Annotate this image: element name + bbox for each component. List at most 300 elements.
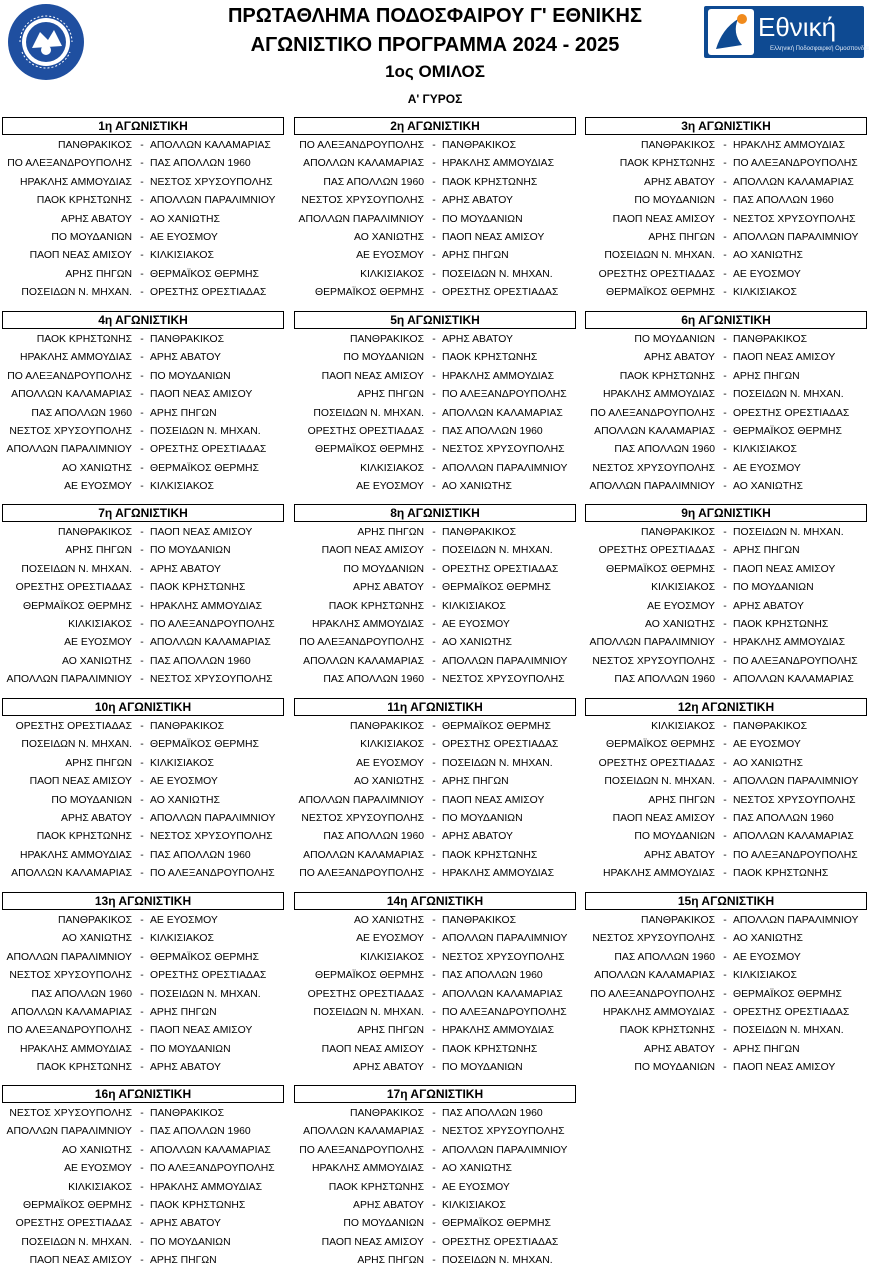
match-separator: -	[140, 370, 144, 382]
match-separator: -	[140, 600, 144, 612]
away-team: ΠΑΣ ΑΠΟΛΛΩΝ 1960	[150, 849, 251, 861]
match-separator: -	[432, 831, 436, 843]
home-team: ΠΑΟΚ ΚΡΗΣΤΩΝΗΣ	[36, 334, 132, 345]
match-row	[0, 1197, 290, 1215]
match-row	[0, 1059, 290, 1077]
match-separator: -	[140, 970, 144, 982]
match-row	[583, 284, 870, 302]
home-team: ΠΑΟΠ ΝΕΑΣ ΑΜΙΣΟΥ	[29, 776, 132, 788]
match-separator: -	[432, 849, 436, 861]
match-separator: -	[723, 813, 727, 824]
match-separator: -	[432, 1218, 436, 1230]
home-team: ΠΑΝΘΡΑΚΙΚΟΣ	[57, 527, 132, 538]
home-team: ΑΠΟΛΛΩΝ ΠΑΡΑΛΙΜΝΙΟΥ	[6, 674, 132, 686]
match-row	[0, 386, 290, 404]
match-row	[0, 616, 290, 634]
match-separator: -	[140, 407, 144, 419]
away-team: ΑΠΟΛΛΩΝ ΠΑΡΑΛΙΜΝΙΟΥ	[733, 915, 859, 926]
match-separator: -	[432, 563, 436, 575]
match-row	[292, 460, 582, 478]
away-team: ΝΕΣΤΟΣ ΧΡΥΣΟΥΠΟΛΗΣ	[733, 213, 856, 225]
away-team: ΠΟΣΕΙΔΩΝ Ν. ΜΗΧΑΝ.	[733, 389, 844, 401]
away-team: ΑΟ ΧΑΝΙΩΤΗΣ	[150, 213, 220, 225]
match-row	[292, 405, 582, 423]
round-block	[292, 1085, 582, 1267]
match-row	[583, 579, 870, 597]
match-row	[292, 579, 582, 597]
match-separator: -	[723, 389, 727, 401]
match-row	[583, 634, 870, 652]
match-row	[583, 524, 870, 542]
match-separator: -	[140, 140, 144, 151]
match-separator: -	[140, 637, 144, 649]
away-team: ΠΟΣΕΙΔΩΝ Ν. ΜΗΧΑΝ.	[442, 1255, 553, 1267]
match-separator: -	[432, 721, 436, 732]
match-separator: -	[140, 426, 144, 437]
match-row	[583, 810, 870, 828]
home-team: ΟΡΕΣΤΗΣ ΟΡΕΣΤΙΑΔΑΣ	[598, 545, 715, 557]
away-team: ΟΡΕΣΤΗΣ ΟΡΕΣΤΙΑΔΑΣ	[733, 407, 850, 419]
home-team: ΠΟ ΜΟΥΔΑΝΙΩΝ	[51, 794, 132, 806]
match-separator: -	[723, 250, 727, 262]
home-team: ΠΟ ΑΛΕΞΑΝΔΡΟΥΠΟΛΗΣ	[590, 407, 715, 419]
match-row	[0, 847, 290, 865]
match-row	[583, 865, 870, 883]
match-row	[292, 1123, 582, 1141]
match-separator: -	[140, 619, 144, 630]
round-block	[0, 892, 290, 1074]
away-team: ΘΕΡΜΑΪΚΟΣ ΘΕΡΜΗΣ	[150, 951, 259, 963]
home-team: ΗΡΑΚΛΗΣ ΑΜΜΟΥΔΙΑΣ	[602, 1007, 715, 1018]
match-separator: -	[140, 1062, 144, 1074]
match-row	[0, 810, 290, 828]
home-team: ΑΡΗΣ ΠΗΓΩΝ	[357, 527, 424, 538]
match-separator: -	[723, 831, 727, 843]
match-row	[292, 736, 582, 754]
home-team: ΠΑΟΠ ΝΕΑΣ ΑΜΙΣΟΥ	[321, 545, 424, 557]
home-team: ΠΑΝΘΡΑΚΙΚΟΣ	[640, 140, 715, 151]
match-row	[0, 229, 290, 247]
match-row	[0, 460, 290, 478]
round-title: 17η ΑΓΩΝΙΣΤΙΚΗ	[294, 1085, 576, 1103]
match-row	[583, 561, 870, 579]
away-team: ΠΟ ΜΟΥΔΑΝΙΩΝ	[150, 370, 231, 382]
away-team: ΑΡΗΣ ΠΗΓΩΝ	[733, 545, 800, 557]
away-team: ΠΟ ΑΛΕΞΑΝΔΡΟΥΠΟΛΗΣ	[733, 655, 858, 667]
home-team: ΑΡΗΣ ΑΒΑΤΟΥ	[644, 849, 715, 861]
away-team: ΠΟ ΑΛΕΞΑΝΔΡΟΥΠΟΛΗΣ	[150, 1163, 275, 1175]
home-team: ΗΡΑΚΛΗΣ ΑΜΜΟΥΔΙΑΣ	[19, 849, 132, 861]
round-title: 6η ΑΓΩΝΙΣΤΙΚΗ	[585, 311, 867, 329]
home-team: ΑΠΟΛΛΩΝ ΠΑΡΑΛΙΜΝΙΟΥ	[6, 444, 132, 456]
match-row	[0, 912, 290, 930]
match-row	[583, 792, 870, 810]
round-title: 11η ΑΓΩΝΙΣΤΙΚΗ	[294, 698, 576, 716]
away-team: ΟΡΕΣΤΗΣ ΟΡΕΣΤΙΑΔΑΣ	[733, 1007, 850, 1018]
match-separator: -	[140, 352, 144, 364]
match-row	[583, 441, 870, 459]
away-team: ΠΟ ΜΟΥΔΑΝΙΩΝ	[150, 545, 231, 557]
home-team: ΠΟ ΑΛΕΞΑΝΔΡΟΥΠΟΛΗΣ	[7, 1025, 132, 1037]
home-team: ΠΟ ΜΟΥΔΑΝΙΩΝ	[634, 831, 715, 843]
match-row	[583, 155, 870, 173]
match-row	[292, 755, 582, 773]
away-team: ΠΑΟΚ ΚΡΗΣΤΩΝΗΣ	[442, 352, 538, 364]
match-row	[292, 137, 582, 155]
home-team: ΠΑΟΠ ΝΕΑΣ ΑΜΙΣΟΥ	[612, 813, 715, 824]
match-separator: -	[432, 619, 436, 630]
match-row	[0, 865, 290, 883]
home-team: ΝΕΣΤΟΣ ΧΡΥΣΟΥΠΟΛΗΣ	[9, 1108, 132, 1119]
away-team: ΑΟ ΧΑΝΙΩΤΗΣ	[733, 757, 803, 769]
match-row	[0, 986, 290, 1004]
match-row	[292, 1105, 582, 1123]
home-team: ΟΡΕΣΤΗΣ ΟΡΕΣΤΙΑΔΑΣ	[598, 757, 715, 769]
home-team: ΑΠΟΛΛΩΝ ΠΑΡΑΛΙΜΝΙΟΥ	[6, 1126, 132, 1138]
match-row	[583, 847, 870, 865]
home-team: ΠΟΣΕΙΔΩΝ Ν. ΜΗΧΑΝ.	[21, 287, 132, 299]
home-team: ΑΟ ΧΑΝΙΩΤΗΣ	[62, 655, 132, 667]
match-row	[583, 1004, 870, 1022]
match-row	[583, 773, 870, 791]
away-team: ΠΟ ΜΟΥΔΑΝΙΩΝ	[442, 813, 523, 824]
match-separator: -	[140, 794, 144, 806]
away-team: ΑΡΗΣ ΑΒΑΤΟΥ	[442, 334, 513, 345]
away-team: ΗΡΑΚΛΗΣ ΑΜΜΟΥΔΙΑΣ	[150, 600, 263, 612]
match-separator: -	[140, 1144, 144, 1156]
match-separator: -	[140, 334, 144, 345]
match-separator: -	[140, 527, 144, 538]
round-title: 9η ΑΓΩΝΙΣΤΙΚΗ	[585, 504, 867, 522]
match-separator: -	[723, 757, 727, 769]
match-separator: -	[723, 481, 727, 493]
away-team: ΟΡΕΣΤΗΣ ΟΡΕΣΤΙΑΔΑΣ	[150, 970, 267, 982]
home-team: ΑΡΗΣ ΑΒΑΤΟΥ	[353, 1200, 424, 1211]
away-team: ΘΕΡΜΑΪΚΟΣ ΘΕΡΜΗΣ	[150, 462, 259, 474]
match-row	[0, 1004, 290, 1022]
match-row	[0, 137, 290, 155]
away-team: ΑΕ ΕΥΟΣΜΟΥ	[733, 739, 801, 751]
match-row	[583, 542, 870, 560]
match-row	[0, 1022, 290, 1040]
match-row	[583, 1022, 870, 1040]
match-separator: -	[140, 674, 144, 686]
match-separator: -	[432, 1108, 436, 1119]
match-separator: -	[723, 970, 727, 982]
match-row	[292, 773, 582, 791]
away-team: ΑΡΗΣ ΑΒΑΤΟΥ	[442, 831, 513, 843]
match-row	[0, 368, 290, 386]
match-separator: -	[140, 1200, 144, 1211]
away-team: ΚΙΛΚΙΣΙΑΚΟΣ	[733, 444, 797, 456]
round-title: 4η ΑΓΩΝΙΣΤΙΚΗ	[2, 311, 284, 329]
match-row	[583, 211, 870, 229]
match-separator: -	[140, 933, 144, 945]
home-team: ΑΡΗΣ ΑΒΑΤΟΥ	[353, 1062, 424, 1074]
home-team: ΠΑΝΘΡΑΚΙΚΟΣ	[57, 140, 132, 151]
match-separator: -	[140, 268, 144, 280]
match-row	[583, 736, 870, 754]
home-team: ΑΠΟΛΛΩΝ ΚΑΛΑΜΑΡΙΑΣ	[594, 970, 715, 982]
match-separator: -	[140, 1007, 144, 1018]
match-row	[0, 579, 290, 597]
match-separator: -	[140, 951, 144, 963]
home-team: ΑΕ ΕΥΟΣΜΟΥ	[64, 1163, 132, 1175]
home-team: ΝΕΣΤΟΣ ΧΡΥΣΟΥΠΟΛΗΣ	[9, 970, 132, 982]
match-row	[0, 1252, 290, 1270]
away-team: ΝΕΣΤΟΣ ΧΡΥΣΟΥΠΟΛΗΣ	[442, 951, 565, 963]
away-team: ΠΟ ΑΛΕΞΑΝΔΡΟΥΠΟΛΗΣ	[733, 849, 858, 861]
match-row	[583, 349, 870, 367]
match-row	[292, 423, 582, 441]
home-team: ΘΕΡΜΑΪΚΟΣ ΘΕΡΜΗΣ	[606, 563, 715, 575]
away-team: ΑΠΟΛΛΩΝ ΠΑΡΑΛΙΜΝΙΟΥ	[442, 462, 568, 474]
match-row	[583, 598, 870, 616]
match-separator: -	[723, 407, 727, 419]
away-team: ΠΑΣ ΑΠΟΛΛΩΝ 1960	[733, 813, 834, 824]
round-block	[0, 117, 290, 299]
match-separator: -	[140, 563, 144, 575]
match-separator: -	[723, 1062, 727, 1074]
away-team: ΘΕΡΜΑΪΚΟΣ ΘΕΡΜΗΣ	[442, 721, 551, 732]
match-separator: -	[140, 988, 144, 1000]
home-team: ΠΑΟΚ ΚΡΗΣΤΩΝΗΣ	[36, 1062, 132, 1074]
home-team: ΟΡΕΣΤΗΣ ΟΡΕΣΤΙΑΔΑΣ	[15, 582, 132, 594]
away-team: ΠΑΟΚ ΚΡΗΣΤΩΝΗΣ	[733, 619, 829, 630]
match-separator: -	[140, 757, 144, 769]
away-team: ΑΡΗΣ ΑΒΑΤΟΥ	[442, 195, 513, 207]
match-row	[583, 229, 870, 247]
away-team: ΑΠΟΛΛΩΝ ΠΑΡΑΛΙΜΝΙΟΥ	[442, 1144, 568, 1156]
match-row	[583, 986, 870, 1004]
match-row	[583, 423, 870, 441]
away-team: ΠΑΟΠ ΝΕΑΣ ΑΜΙΣΟΥ	[442, 794, 545, 806]
home-team: ΑΠΟΛΛΩΝ ΠΑΡΑΛΙΜΝΙΟΥ	[298, 213, 424, 225]
home-team: ΠΑΟΠ ΝΕΑΣ ΑΜΙΣΟΥ	[612, 213, 715, 225]
away-team: ΗΡΑΚΛΗΣ ΑΜΜΟΥΔΙΑΣ	[442, 158, 555, 170]
match-separator: -	[723, 527, 727, 538]
away-team: ΗΡΑΚΛΗΣ ΑΜΜΟΥΔΙΑΣ	[733, 140, 846, 151]
away-team: ΠΟ ΜΟΥΔΑΝΙΩΝ	[733, 582, 814, 594]
away-team: ΠΟΣΕΙΔΩΝ Ν. ΜΗΧΑΝ.	[442, 757, 553, 769]
match-separator: -	[140, 232, 144, 243]
match-separator: -	[432, 951, 436, 963]
match-separator: -	[140, 868, 144, 880]
match-separator: -	[432, 444, 436, 456]
home-team: ΑΠΟΛΛΩΝ ΠΑΡΑΛΙΜΝΙΟΥ	[298, 794, 424, 806]
page-subtitle: ΑΓΩΝΙΣΤΙΚΟ ΠΡΟΓΡΑΜΜΑ 2024 - 2025	[250, 34, 620, 56]
match-row	[292, 986, 582, 1004]
match-row	[292, 174, 582, 192]
home-team: ΑΠΟΛΛΩΝ ΚΑΛΑΜΑΡΙΑΣ	[303, 655, 424, 667]
away-team: ΠΑΟΠ ΝΕΑΣ ΑΜΙΣΟΥ	[150, 527, 253, 538]
match-separator: -	[432, 545, 436, 557]
match-separator: -	[140, 250, 144, 262]
away-team: ΑΠΟΛΛΩΝ ΚΑΛΑΜΑΡΙΑΣ	[442, 988, 563, 1000]
away-team: ΠΟ ΜΟΥΔΑΝΙΩΝ	[150, 1043, 231, 1055]
home-team: ΟΡΕΣΤΗΣ ΟΡΕΣΤΙΑΔΑΣ	[15, 721, 132, 732]
match-row	[292, 542, 582, 560]
match-separator: -	[432, 352, 436, 364]
match-separator: -	[140, 389, 144, 401]
match-separator: -	[723, 915, 727, 926]
away-team: ΗΡΑΚΛΗΣ ΑΜΜΟΥΔΙΑΣ	[442, 1025, 555, 1037]
match-separator: -	[432, 389, 436, 401]
round-block	[292, 311, 582, 493]
away-team: ΚΙΛΚΙΣΙΑΚΟΣ	[442, 600, 506, 612]
match-row	[0, 773, 290, 791]
away-team: ΠΑΝΘΡΑΚΙΚΟΣ	[442, 527, 517, 538]
round-title: 8η ΑΓΩΝΙΣΤΙΚΗ	[294, 504, 576, 522]
away-team: ΠΟ ΑΛΕΞΑΝΔΡΟΥΠΟΛΗΣ	[442, 1007, 567, 1018]
home-team: ΑΡΗΣ ΠΗΓΩΝ	[65, 268, 132, 280]
away-team: ΗΡΑΚΛΗΣ ΑΜΜΟΥΔΙΑΣ	[150, 1181, 263, 1193]
home-team: ΑΟ ΧΑΝΙΩΤΗΣ	[354, 915, 424, 926]
home-team: ΝΕΣΤΟΣ ΧΡΥΣΟΥΠΟΛΗΣ	[9, 426, 132, 437]
away-team: ΝΕΣΤΟΣ ΧΡΥΣΟΥΠΟΛΗΣ	[733, 794, 856, 806]
match-row	[292, 561, 582, 579]
match-separator: -	[140, 915, 144, 926]
away-team: ΑΟ ΧΑΝΙΩΤΗΣ	[442, 481, 512, 493]
match-row	[0, 423, 290, 441]
match-separator: -	[432, 739, 436, 751]
home-team: ΑΠΟΛΛΩΝ ΚΑΛΑΜΑΡΙΑΣ	[11, 389, 132, 401]
match-separator: -	[723, 462, 727, 474]
home-team: ΠΟΣΕΙΔΩΝ Ν. ΜΗΧΑΝ.	[21, 563, 132, 575]
match-row	[0, 266, 290, 284]
match-separator: -	[432, 1062, 436, 1074]
match-row	[292, 478, 582, 496]
match-separator: -	[140, 545, 144, 557]
away-team: ΠΟΣΕΙΔΩΝ Ν. ΜΗΧΑΝ.	[442, 268, 553, 280]
home-team: ΑΕ ΕΥΟΣΜΟΥ	[356, 481, 424, 493]
home-team: ΘΕΡΜΑΪΚΟΣ ΘΕΡΜΗΣ	[315, 287, 424, 299]
home-team: ΚΙΛΚΙΣΙΑΚΟΣ	[360, 462, 424, 474]
home-team: ΠΟ ΑΛΕΞΑΝΔΡΟΥΠΟΛΗΣ	[7, 370, 132, 382]
home-team: ΠΟ ΜΟΥΔΑΝΙΩΝ	[51, 232, 132, 243]
round-title: 7η ΑΓΩΝΙΣΤΙΚΗ	[2, 504, 284, 522]
away-team: ΑΟ ΧΑΝΙΩΤΗΣ	[733, 933, 803, 945]
away-team: ΑΠΟΛΛΩΝ ΚΑΛΑΜΑΡΙΑΣ	[150, 637, 271, 649]
match-separator: -	[723, 1043, 727, 1055]
match-separator: -	[432, 1255, 436, 1267]
home-team: ΑΡΗΣ ΑΒΑΤΟΥ	[61, 213, 132, 225]
away-team: ΑΠΟΛΛΩΝ ΚΑΛΑΜΑΡΙΑΣ	[150, 140, 271, 151]
match-separator: -	[140, 1218, 144, 1230]
home-team: ΗΡΑΚΛΗΣ ΑΜΜΟΥΔΙΑΣ	[19, 1043, 132, 1055]
ethniki-logo	[704, 6, 869, 58]
away-team: ΠΑΝΘΡΑΚΙΚΟΣ	[150, 1108, 225, 1119]
match-row	[292, 192, 582, 210]
match-row	[0, 247, 290, 265]
home-team: ΑΕ ΕΥΟΣΜΟΥ	[356, 933, 424, 945]
match-separator: -	[432, 988, 436, 1000]
match-separator: -	[723, 776, 727, 788]
home-team: ΟΡΕΣΤΗΣ ΟΡΕΣΤΙΑΔΑΣ	[307, 426, 424, 437]
home-team: ΑΡΗΣ ΠΗΓΩΝ	[357, 1025, 424, 1037]
match-separator: -	[723, 213, 727, 225]
away-team: ΑΕ ΕΥΟΣΜΟΥ	[150, 915, 218, 926]
home-team: ΗΡΑΚΛΗΣ ΑΜΜΟΥΔΙΑΣ	[19, 352, 132, 364]
away-team: ΘΕΡΜΑΪΚΟΣ ΘΕΡΜΗΣ	[150, 268, 259, 280]
away-team: ΑΠΟΛΛΩΝ ΠΑΡΑΛΙΜΝΙΟΥ	[150, 195, 276, 207]
match-row	[292, 266, 582, 284]
match-separator: -	[432, 140, 436, 151]
match-row	[0, 598, 290, 616]
round-title: 13η ΑΓΩΝΙΣΤΙΚΗ	[2, 892, 284, 910]
away-team: ΠΟ ΑΛΕΞΑΝΔΡΟΥΠΟΛΗΣ	[442, 389, 567, 401]
away-team: ΠΑΣ ΑΠΟΛΛΩΝ 1960	[733, 195, 834, 207]
away-team: ΠΑΟΚ ΚΡΗΣΤΩΝΗΣ	[150, 1200, 246, 1211]
match-row	[0, 349, 290, 367]
match-row	[292, 1059, 582, 1077]
match-separator: -	[432, 582, 436, 594]
match-separator: -	[140, 444, 144, 456]
away-team: ΑΟ ΧΑΝΙΩΤΗΣ	[442, 637, 512, 649]
match-separator: -	[140, 739, 144, 751]
home-team: ΑΡΗΣ ΠΗΓΩΝ	[648, 794, 715, 806]
match-row	[583, 386, 870, 404]
away-team: ΚΙΛΚΙΣΙΑΚΟΣ	[733, 287, 797, 299]
match-separator: -	[432, 1144, 436, 1156]
match-row	[583, 192, 870, 210]
match-separator: -	[432, 407, 436, 419]
match-row	[583, 405, 870, 423]
match-row	[292, 349, 582, 367]
away-team: ΑΕ ΕΥΟΣΜΟΥ	[150, 232, 218, 243]
away-team: ΑΡΗΣ ΠΗΓΩΝ	[733, 1043, 800, 1055]
away-team: ΚΙΛΚΙΣΙΑΚΟΣ	[150, 250, 214, 262]
home-team: ΘΕΡΜΑΪΚΟΣ ΘΕΡΜΗΣ	[315, 444, 424, 456]
home-team: ΑΟ ΧΑΝΙΩΤΗΣ	[645, 619, 715, 630]
away-team: ΗΡΑΚΛΗΣ ΑΜΜΟΥΔΙΑΣ	[442, 370, 555, 382]
round-title: 2η ΑΓΩΝΙΣΤΙΚΗ	[294, 117, 576, 135]
match-separator: -	[432, 1200, 436, 1211]
away-team: ΑΕ ΕΥΟΣΜΟΥ	[442, 619, 510, 630]
match-row	[292, 1004, 582, 1022]
away-team: ΝΕΣΤΟΣ ΧΡΥΣΟΥΠΟΛΗΣ	[442, 674, 565, 686]
home-team: ΑΟ ΧΑΝΙΩΤΗΣ	[354, 232, 424, 243]
match-row	[583, 755, 870, 773]
match-row	[292, 810, 582, 828]
home-team: ΠΟΣΕΙΔΩΝ Ν. ΜΗΧΑΝ.	[313, 1007, 424, 1018]
away-team: ΠΟΣΕΙΔΩΝ Ν. ΜΗΧΑΝ.	[150, 426, 261, 437]
away-team: ΚΙΛΚΙΣΙΑΚΟΣ	[150, 933, 214, 945]
match-separator: -	[723, 370, 727, 382]
match-separator: -	[140, 462, 144, 474]
away-team: ΑΕ ΕΥΟΣΜΟΥ	[150, 776, 218, 788]
home-team: ΠΑΟΚ ΚΡΗΣΤΩΝΗΣ	[36, 195, 132, 207]
match-separator: -	[432, 1236, 436, 1248]
home-team: ΑΡΗΣ ΑΒΑΤΟΥ	[644, 176, 715, 188]
home-team: ΑΠΟΛΛΩΝ ΠΑΡΑΛΙΜΝΙΟΥ	[589, 637, 715, 649]
match-separator: -	[140, 158, 144, 170]
match-row	[583, 653, 870, 671]
match-separator: -	[140, 813, 144, 824]
match-separator: -	[432, 868, 436, 880]
match-separator: -	[723, 287, 727, 299]
home-team: ΝΕΣΤΟΣ ΧΡΥΣΟΥΠΟΛΗΣ	[301, 195, 424, 207]
away-team: ΠΟ ΜΟΥΔΑΝΙΩΝ	[442, 1062, 523, 1074]
match-row	[292, 847, 582, 865]
home-team: ΠΑΝΘΡΑΚΙΚΟΣ	[349, 721, 424, 732]
away-team: ΑΡΗΣ ΠΗΓΩΝ	[150, 1255, 217, 1267]
away-team: ΠΑΣ ΑΠΟΛΛΩΝ 1960	[150, 158, 251, 170]
round-title: 5η ΑΓΩΝΙΣΤΙΚΗ	[294, 311, 576, 329]
match-separator: -	[723, 334, 727, 345]
home-team: ΚΙΛΚΙΣΙΑΚΟΣ	[360, 739, 424, 751]
match-separator: -	[140, 849, 144, 861]
